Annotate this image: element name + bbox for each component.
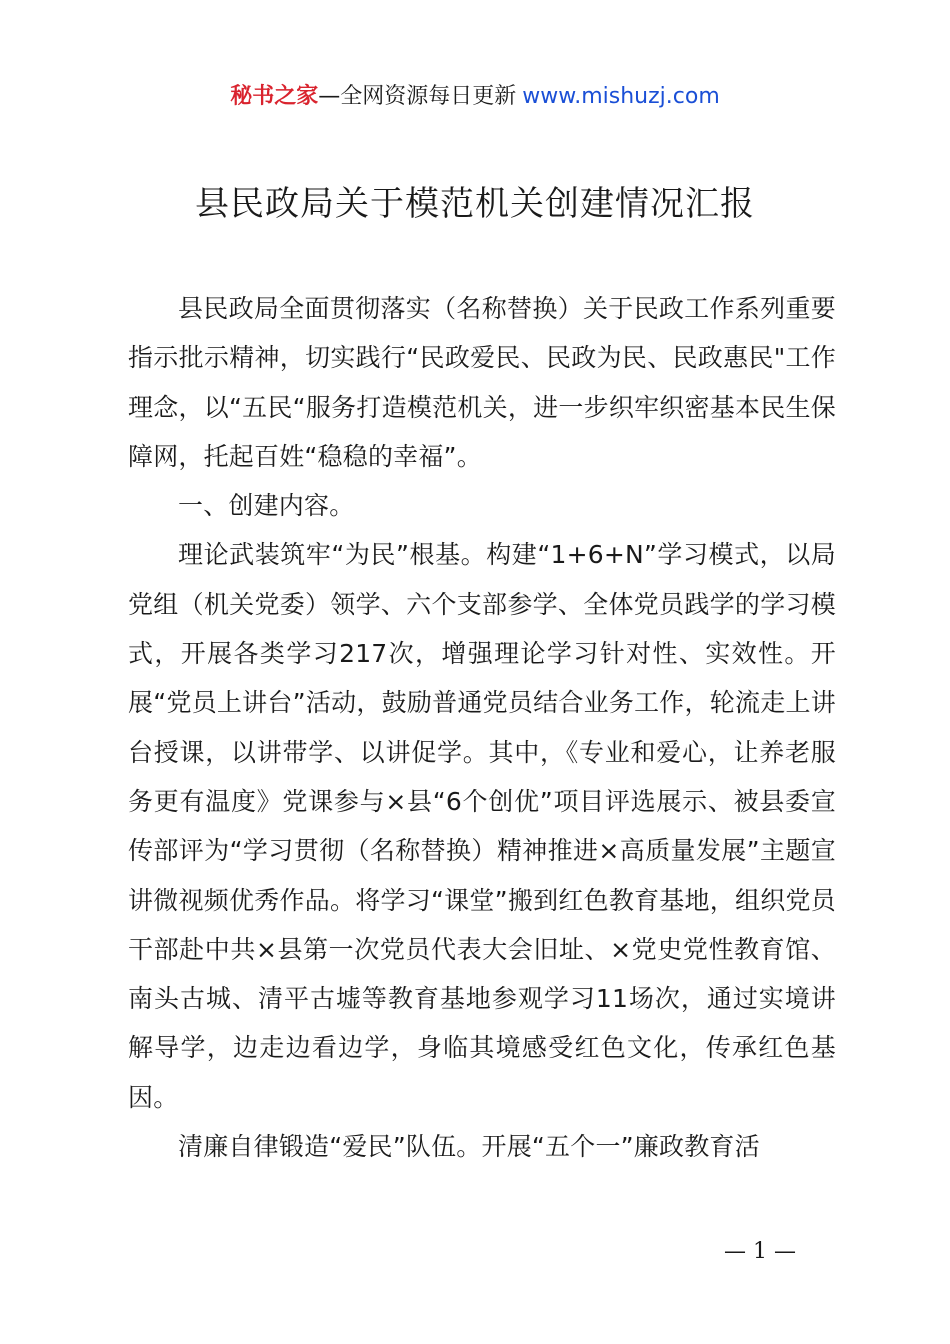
page-number: — 1 — <box>724 1239 796 1264</box>
document-title: 县民政局关于模范机关创建情况汇报 <box>195 184 755 224</box>
theory-paragraph: 理论武装筑牢“为民”根基。构建“1+6+N”学习模式，以局党组（机关党委）领学、六个支部参学、全体党员践学的学习模式，开展各类学习217次，增强理论学习针对性、实效性。开展“党员上讲台”活动，鼓励普通党员结合业务工作，轮流走上讲台授课，以讲带学、以讲促学。其中，《专业和爱心，让养老服务更有温度》党课参与×县“6个创优”项目评选展示、被县委宣传部评为“学习贯彻（名称替换）精神推进×高质量发展”主题宣讲微视频优秀作品。将学习“课堂”搬到红色教育基地，组织党员干部赴中共×县第一次党员代表大会旧址、×党史党性教育馆、南头古城、清平古墟等教育基地参观学习11场次，通过实境讲解导学，边走边看边学，身临其境感受红色文化，传承红色基因。 <box>128 540 836 1112</box>
site-header <box>0 80 950 114</box>
document-body <box>128 284 836 1171</box>
site-url-link[interactable]: www.mishuzj.com <box>522 84 720 109</box>
section-heading: 一、创建内容。 <box>178 491 355 521</box>
site-brand: 秘书之家 <box>230 84 319 109</box>
intro-paragraph: 县民政局全面贯彻落实（名称替换）关于民政工作系列重要指示批示精神，切实践行“民政爱民、民政为民、民政惠民"工作理念，以“五民“服务打造模范机关，进一步织牢织密基本民生保障网，托起百姓“稳稳的幸福”。 <box>128 294 836 471</box>
integrity-paragraph: 清廉自律锻造“爱民”队伍。开展“五个一”廉政教育活 <box>178 1132 760 1162</box>
site-slogan: —全网资源每日更新 <box>318 84 517 109</box>
